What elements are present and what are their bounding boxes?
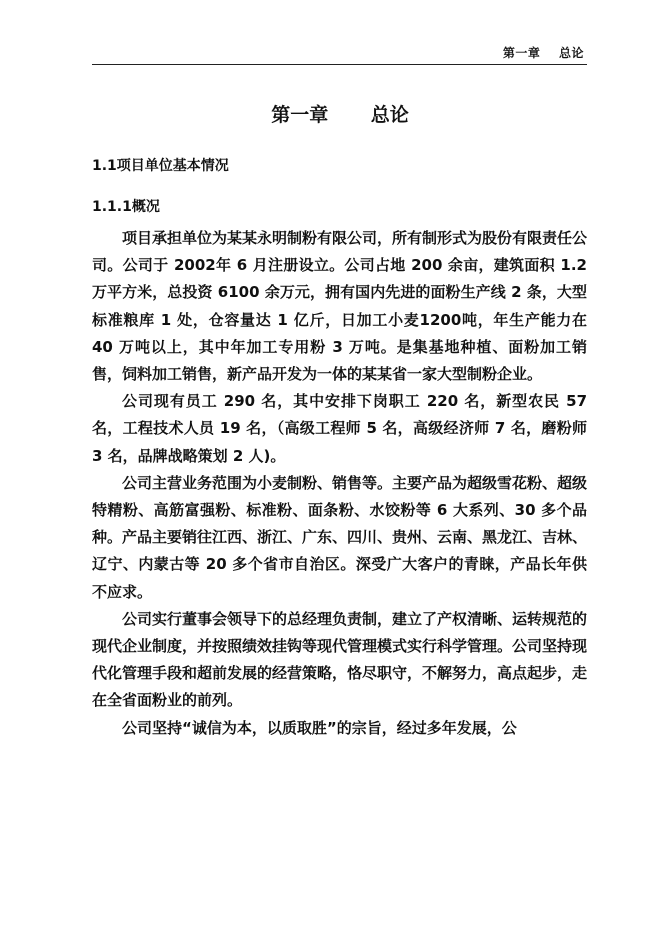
- paragraph-overview: 项目承担单位为某某永明制粉有限公司，所有制形式为股份有限责任公司。公司于 2002年 6 月注册设立。公司占地 200 余亩，建筑面积 1.2 万平方米，总投资 6100 余万元，拥有国内先进的面粉生产线 2 条，大型标准粮库 1 处，仓容量达 1 亿斤，日加工小麦1200吨，年生产能力在 40 万吨以上，其中年加工专用粉 3 万吨。是集基地种植、面粉加工销售，饲料加工销售，新产品开发为一体的某某省一家大型制粉企业。: [92, 229, 588, 384]
- chapter-title: 第一章 总论: [271, 104, 409, 126]
- running-header: 第一章 总论: [502, 46, 584, 60]
- paragraph-products: 公司主营业务范围为小麦制粉、销售等。主要产品为超级雪花粉、超级特精粉、高筋富强粉、标准粉、面条粉、水饺粉等 6 大系列、30 多个品种。产品主要销往江西、浙江、广东、四川、贵州、云南、黑龙江、吉林、辽宁、内蒙古等 20 多个省市自治区。深受广大客户的青睐，产品长年供不应求。: [92, 473, 588, 601]
- subsection-heading: 1.1.1概况: [92, 199, 160, 215]
- header-rule: [92, 64, 587, 65]
- paragraph-management: 公司实行董事会领导下的总经理负责制，建立了产权清晰、运转规范的现代企业制度，并按照绩效挂钩等现代管理模式实行科学管理。公司坚持现代化管理手段和超前发展的经营策略，恪尽职守，不解努力，高点起步，走在全省面粉业的前列。: [92, 609, 588, 710]
- body-text: [92, 225, 587, 742]
- paragraph-principle: 公司坚持“诚信为本，以质取胜”的宗旨，经过多年发展，公: [122, 718, 517, 737]
- paragraph-staff: 公司现有员工 290 名，其中安排下岗职工 220 名，新型农民 57名，工程技术人员 19 名，（高级工程师 5 名，高级经济师 7 名，磨粉师 3 名，品牌战略策划 2 人)。: [92, 392, 587, 465]
- section-heading: 1.1项目单位基本情况: [92, 158, 229, 174]
